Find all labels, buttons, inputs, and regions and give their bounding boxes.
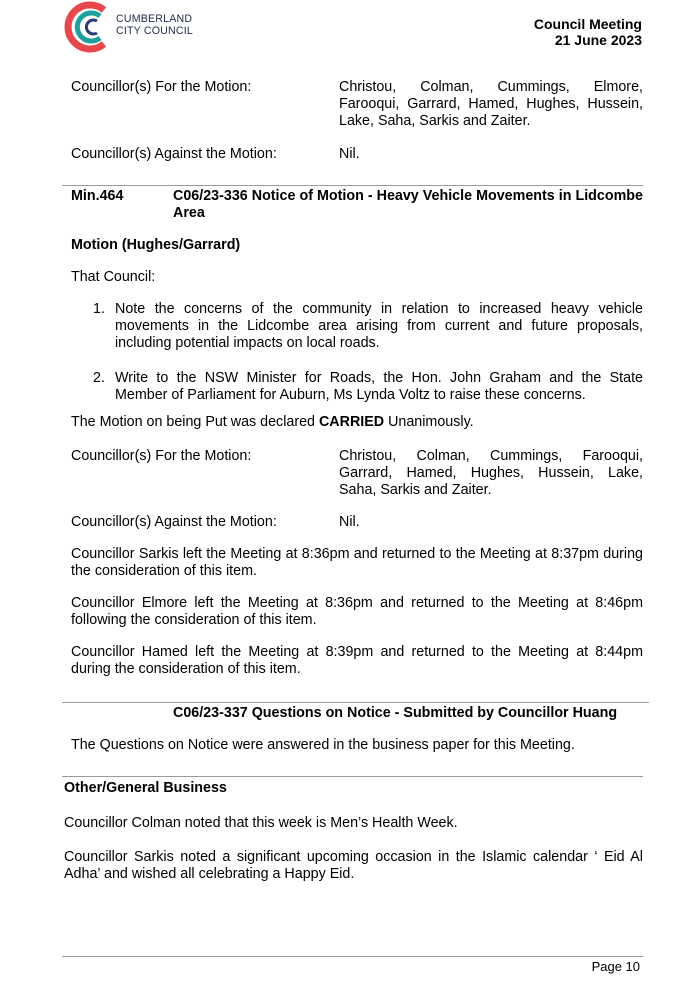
vote1-for-value: Christou, Colman, Cummings, Elmore, Farooqui, Garrard, Hamed, Hughes, Hussein, Lake, Saha, Sarkis and Zaiter. (339, 79, 643, 129)
council-logo-icon (64, 0, 114, 54)
motion-result (71, 414, 643, 431)
divider (62, 702, 649, 703)
attendance-note: Councillor Sarkis left the Meeting at 8:36pm and returned to the Meeting at 8:37pm during the consideration of this item. (71, 546, 643, 579)
vote1-against-label: Councillor(s) Against the Motion: (71, 146, 277, 162)
footer-divider (62, 956, 643, 957)
header-meeting-info (534, 16, 642, 48)
logo-line-1: CUMBERLAND (116, 13, 193, 25)
vote2-against-value: Nil. (339, 514, 360, 530)
questions-title: C06/23-337 Questions on Notice - Submitted by Councillor Huang (173, 705, 618, 721)
list-item-number: 2. (93, 370, 105, 386)
vote1-for-label: Councillor(s) For the Motion: (71, 79, 252, 95)
other-business-note: Councillor Colman noted that this week is Men’s Health Week. (64, 815, 458, 831)
page-number: Page 10 (591, 959, 640, 974)
other-business-note: Councillor Sarkis noted a significant upcoming occasion in the Islamic calendar ‘ Eid Al Adha’ and wished all celebrating a Happy Eid. (64, 849, 643, 882)
list-item: Note the concerns of the community in relation to increased heavy vehicle movements in the Lidcombe area arising from current and future proposals, including potential impacts on local roads. (115, 301, 643, 351)
meeting-date: 21 June 2023 (554, 32, 642, 48)
attendance-note: Councillor Hamed left the Meeting at 8:39pm and returned to the Meeting at 8:44pm during the consideration of this item. (71, 644, 643, 677)
divider (62, 185, 643, 186)
list-item: Write to the NSW Minister for Roads, the Hon. John Graham and the State Member of Parliament for Auburn, Ms Lynda Voltz to raise these concerns. (115, 370, 643, 403)
minute-ref: Min.464 (71, 188, 124, 204)
vote2-for-value: Christou, Colman, Cummings, Farooqui, Garrard, Hamed, Hughes, Hussein, Lake, Saha, Sarkis and Zaiter. (339, 448, 643, 498)
other-business-heading: Other/General Business (64, 780, 227, 796)
motion-heading: Motion (Hughes/Garrard) (71, 237, 241, 253)
list-item-number: 1. (93, 301, 105, 317)
questions-text: The Questions on Notice were answered in the business paper for this Meeting. (71, 737, 575, 753)
logo-line-2: CITY COUNCIL (116, 25, 193, 37)
divider (62, 776, 643, 777)
vote2-against-label: Councillor(s) Against the Motion: (71, 514, 277, 530)
council-logo (64, 0, 204, 54)
vote1-against-value: Nil. (339, 146, 360, 162)
vote2-for-label: Councillor(s) For the Motion: (71, 448, 252, 464)
logo-text (116, 13, 193, 37)
result-text: The Motion on being Put was declared (71, 414, 319, 430)
result-status: CARRIED (318, 414, 385, 430)
meeting-title: Council Meeting (533, 16, 642, 32)
result-text-end: Unanimously. (384, 414, 474, 430)
minute-title: C06/23-336 Notice of Motion - Heavy Vehicle Movements in Lidcombe Area (173, 188, 643, 221)
motion-intro: That Council: (71, 269, 156, 285)
attendance-note: Councillor Elmore left the Meeting at 8:36pm and returned to the Meeting at 8:46pm following the consideration of this item. (71, 595, 643, 628)
